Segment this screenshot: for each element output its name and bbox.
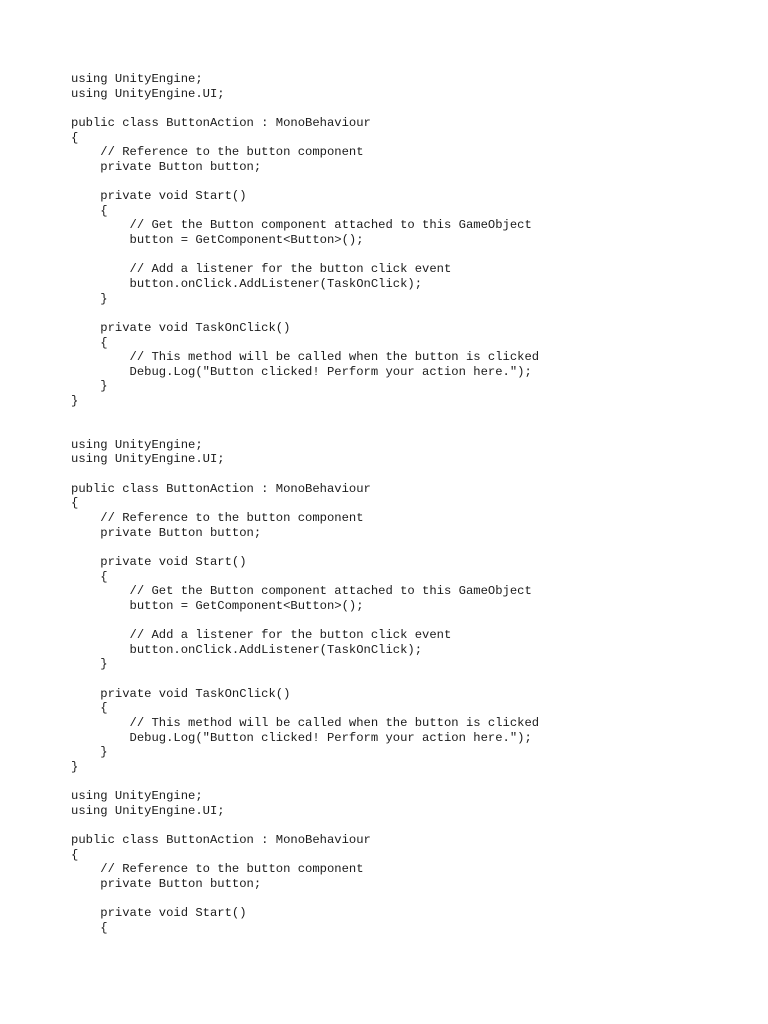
code-line: private Button button; xyxy=(71,525,262,540)
code-line: // Reference to the button component xyxy=(71,862,364,877)
code-line: // Get the Button component attached to this GameObject xyxy=(71,584,532,599)
code-line: using UnityEngine; xyxy=(71,72,203,86)
code-line: { xyxy=(71,130,79,145)
code-line: using UnityEngine.UI; xyxy=(71,86,225,101)
code-line xyxy=(71,467,751,482)
code-line: private void TaskOnClick() xyxy=(71,686,291,701)
document-page xyxy=(71,72,751,935)
code-line: using UnityEngine; xyxy=(71,437,203,452)
code-block xyxy=(71,72,751,409)
code-line: // This method will be called when the button is clicked xyxy=(71,715,540,730)
code-line: { xyxy=(71,203,108,218)
code-line: { xyxy=(71,569,108,584)
code-line: public class ButtonAction : MonoBehaviour xyxy=(71,832,371,847)
code-line: // Add a listener for the button click event xyxy=(71,628,452,643)
code-line: public class ButtonAction : MonoBehaviour xyxy=(71,481,371,496)
code-line: public class ButtonAction : MonoBehaviour xyxy=(71,115,371,130)
code-line: private void Start() xyxy=(71,189,247,204)
code-line: button.onClick.AddListener(TaskOnClick); xyxy=(71,276,423,291)
code-line: Debug.Log("Button clicked! Perform your action here."); xyxy=(71,730,532,745)
code-line: { xyxy=(71,920,108,935)
code-line xyxy=(71,818,751,833)
code-line: using UnityEngine; xyxy=(71,789,203,804)
code-line xyxy=(71,613,751,628)
code-line: } xyxy=(71,745,108,760)
code-line: using UnityEngine.UI; xyxy=(71,452,225,467)
code-line xyxy=(71,248,751,263)
code-line: { xyxy=(71,335,108,350)
code-line: } xyxy=(71,379,108,394)
code-line: { xyxy=(71,701,108,716)
code-line: { xyxy=(71,496,79,511)
code-line: } xyxy=(71,291,108,306)
code-line: button.onClick.AddListener(TaskOnClick); xyxy=(71,642,423,657)
code-line: } xyxy=(71,657,108,672)
code-line: private Button button; xyxy=(71,876,262,891)
code-line: private void Start() xyxy=(71,906,247,921)
code-block xyxy=(71,789,751,935)
code-line: } xyxy=(71,759,79,774)
code-line: private void Start() xyxy=(71,554,247,569)
code-line: private Button button; xyxy=(71,159,262,174)
code-block xyxy=(71,438,751,775)
code-line xyxy=(71,540,751,555)
code-line: button = GetComponent<Button>(); xyxy=(71,233,364,248)
code-line: button = GetComponent<Button>(); xyxy=(71,598,364,613)
code-line xyxy=(71,174,751,189)
code-line: { xyxy=(71,847,79,862)
code-line: // Add a listener for the button click event xyxy=(71,262,452,277)
code-line: // This method will be called when the button is clicked xyxy=(71,350,540,365)
code-line: // Get the Button component attached to this GameObject xyxy=(71,218,532,233)
code-line xyxy=(71,672,751,687)
code-line xyxy=(71,306,751,321)
code-line: // Reference to the button component xyxy=(71,145,364,160)
code-line: Debug.Log("Button clicked! Perform your action here."); xyxy=(71,364,532,379)
code-line xyxy=(71,892,751,907)
code-line xyxy=(71,101,751,116)
code-line: // Reference to the button component xyxy=(71,510,364,525)
code-line: private void TaskOnClick() xyxy=(71,320,291,335)
code-line: } xyxy=(71,394,79,409)
code-line: using UnityEngine.UI; xyxy=(71,803,225,818)
